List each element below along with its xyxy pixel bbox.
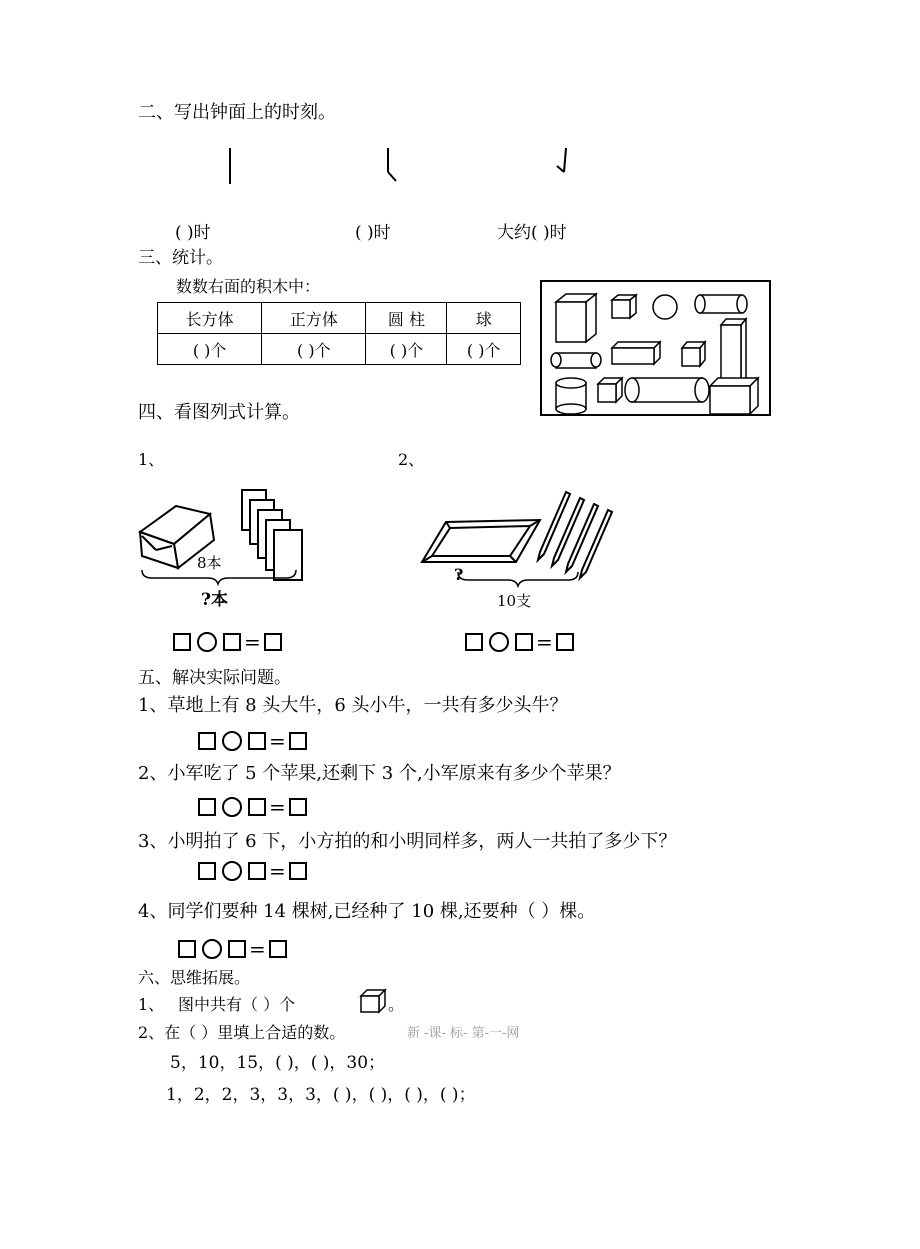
answer-box[interactable] xyxy=(248,798,266,816)
answer-box[interactable] xyxy=(248,732,266,750)
answer-box[interactable] xyxy=(228,940,246,958)
answer-box[interactable] xyxy=(264,633,282,651)
question-6-1-text[interactable]: 图中共有（ ）个 xyxy=(178,995,296,1014)
equals-sign: = xyxy=(536,630,553,654)
operator-circle[interactable] xyxy=(222,861,242,881)
label-unknown-pencils: ? xyxy=(454,565,464,584)
equation-4-1 xyxy=(173,632,282,652)
answer-box[interactable] xyxy=(515,633,533,651)
operator-circle[interactable] xyxy=(222,731,242,751)
answer-box[interactable] xyxy=(465,633,483,651)
question-6-2-text: 2、在（ ）里填上合适的数。 xyxy=(138,1023,346,1042)
equals-sign: = xyxy=(269,859,286,883)
blocks-illustration xyxy=(540,280,772,417)
table-header-row xyxy=(158,303,521,334)
table-row xyxy=(158,334,521,365)
books-picture xyxy=(136,484,308,584)
operator-circle[interactable] xyxy=(202,939,222,959)
label-8-books: 8本 xyxy=(197,554,222,572)
operator-circle[interactable] xyxy=(489,632,509,652)
answer-box[interactable] xyxy=(556,633,574,651)
equals-sign: = xyxy=(244,630,261,654)
count-sphere[interactable]: ( )个 xyxy=(447,334,521,365)
watermark: 新 -课- 标- 第-一-网 xyxy=(407,1026,520,1041)
answer-box[interactable] xyxy=(223,633,241,651)
equals-sign: = xyxy=(249,937,266,961)
clock-hands-1 xyxy=(222,146,242,188)
count-cylinder[interactable]: ( )个 xyxy=(366,334,447,365)
clock-hands-3 xyxy=(552,146,576,186)
answer-box[interactable] xyxy=(173,633,191,651)
section3-instruction: 数数右面的积木中： xyxy=(176,277,321,296)
count-cuboid[interactable]: ( )个 xyxy=(158,334,262,365)
answer-box[interactable] xyxy=(248,862,266,880)
equation-4-2 xyxy=(465,632,574,652)
answer-box[interactable] xyxy=(289,862,307,880)
sequence-2[interactable]: 1，2，2，3，3，3，( )，( )，( )，( )； xyxy=(166,1085,476,1105)
clock-answer-1[interactable]: ( )时 xyxy=(175,223,211,243)
question-5-4: 4、同学们要种 14 棵树,已经种了 10 棵,还要种（ ）棵。 xyxy=(138,901,596,922)
answer-box[interactable] xyxy=(289,732,307,750)
answer-box[interactable] xyxy=(198,862,216,880)
count-cube[interactable]: ( )个 xyxy=(262,334,366,365)
label-10-pencils: 10支 xyxy=(497,592,532,610)
answer-box[interactable] xyxy=(178,940,196,958)
problem-4-2-number: 2、 xyxy=(398,450,425,469)
header-cuboid: 长方体 xyxy=(158,303,262,334)
small-cube-icon xyxy=(359,988,387,1014)
equals-sign: = xyxy=(269,729,286,753)
clock-hands-2 xyxy=(382,146,406,186)
header-cube: 正方体 xyxy=(262,303,366,334)
equation-5-1 xyxy=(198,731,307,751)
section3-title: 三、统计。 xyxy=(138,248,223,268)
question-5-3: 3、小明拍了 6 下，小方拍的和小明同样多，两人一共拍了多少下？ xyxy=(138,831,677,852)
answer-box[interactable] xyxy=(269,940,287,958)
operator-circle[interactable] xyxy=(222,797,242,817)
equation-5-3 xyxy=(198,861,307,881)
header-cylinder: 圆 柱 xyxy=(366,303,447,334)
count-table xyxy=(157,302,521,365)
equation-5-4 xyxy=(178,939,287,959)
question-5-2: 2、小军吃了 5 个苹果,还剩下 3 个,小军原来有多少个苹果？ xyxy=(138,763,621,784)
section6-title: 六、思维拓展。 xyxy=(138,968,251,987)
clock-answer-3[interactable]: 大约( )时 xyxy=(497,223,567,243)
clock-answer-2[interactable]: ( )时 xyxy=(355,223,391,243)
answer-box[interactable] xyxy=(198,732,216,750)
sequence-1[interactable]: 5，10，15，( )，( )，30； xyxy=(170,1053,386,1073)
header-sphere: 球 xyxy=(447,303,521,334)
question-5-1: 1、草地上有 8 头大牛，6 头小牛，一共有多少头牛？ xyxy=(138,695,568,716)
equals-sign: = xyxy=(269,795,286,819)
question-6-1-number: 1、 xyxy=(138,995,165,1014)
section2-title: 二、写出钟面上的时刻。 xyxy=(138,102,336,123)
answer-box[interactable] xyxy=(289,798,307,816)
label-unknown-books: ?本 xyxy=(201,590,228,610)
answer-box[interactable] xyxy=(198,798,216,816)
pencils-picture xyxy=(418,486,614,586)
operator-circle[interactable] xyxy=(197,632,217,652)
section4-title: 四、看图列式计算。 xyxy=(138,402,300,423)
question-6-1-end: 。 xyxy=(388,995,405,1014)
equation-5-2 xyxy=(198,797,307,817)
section5-title: 五、解决实际问题。 xyxy=(138,668,291,688)
problem-4-1-number: 1、 xyxy=(138,450,165,469)
